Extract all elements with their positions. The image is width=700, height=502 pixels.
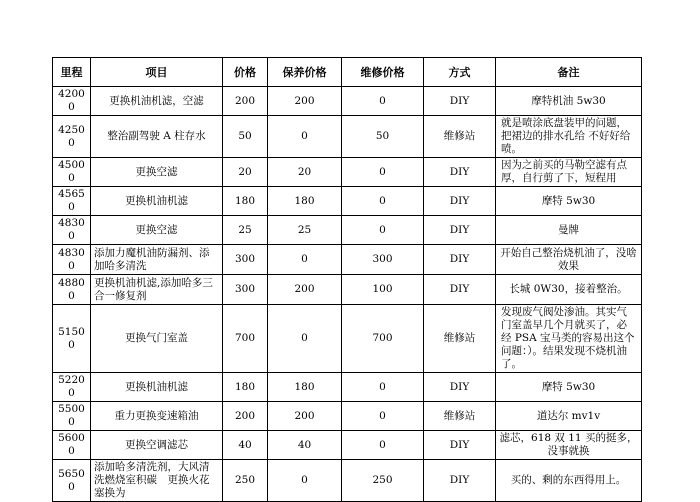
- cell-note: 开始自己整治烧机油了，没啥效果: [496, 245, 642, 275]
- cell-maintenance-price: 200: [268, 87, 342, 116]
- cell-item: 更换机油机滤，空滤: [91, 87, 223, 116]
- cell-repair-price: 300: [342, 245, 424, 275]
- cell-maintenance-price: 25: [268, 216, 342, 245]
- cell-price: 20: [223, 158, 268, 187]
- cell-repair-price: 0: [342, 216, 424, 245]
- cell-mileage: 56000: [53, 431, 91, 460]
- cell-price: 25: [223, 216, 268, 245]
- cell-mileage: 45650: [53, 187, 91, 216]
- cell-note: 道达尔 mv1v: [496, 402, 642, 431]
- cell-note: 摩特 5w30: [496, 187, 642, 216]
- cell-mileage: 48300: [53, 216, 91, 245]
- cell-price: 250: [223, 460, 268, 502]
- cell-method: DIY: [424, 460, 496, 502]
- table-row: [53, 460, 642, 502]
- header-method: 方式: [424, 58, 496, 87]
- table-row: [53, 158, 642, 187]
- cell-price: 300: [223, 275, 268, 305]
- cell-repair-price: 50: [342, 116, 424, 158]
- cell-repair-price: 0: [342, 158, 424, 187]
- cell-repair-price: 0: [342, 402, 424, 431]
- table-row: [53, 116, 642, 158]
- header-row: [53, 58, 642, 87]
- cell-price: 300: [223, 245, 268, 275]
- cell-item: 添加哈多清洗剂，大风清洗燃烧室积碳 更换火花塞换为: [91, 460, 223, 502]
- cell-note: 摩特机油 5w30: [496, 87, 642, 116]
- cell-item: 添加力魔机油防漏剂、添加哈多清洗: [91, 245, 223, 275]
- cell-price: 180: [223, 187, 268, 216]
- cell-item: 重力更换变速箱油: [91, 402, 223, 431]
- cell-maintenance-price: 200: [268, 402, 342, 431]
- cell-method: DIY: [424, 87, 496, 116]
- cell-repair-price: 0: [342, 373, 424, 402]
- cell-maintenance-price: 0: [268, 460, 342, 502]
- table-row: [53, 87, 642, 116]
- cell-maintenance-price: 180: [268, 187, 342, 216]
- cell-item: 更换空调滤芯: [91, 431, 223, 460]
- cell-mileage: 52200: [53, 373, 91, 402]
- maintenance-log-table: [52, 57, 642, 502]
- table-row: [53, 305, 642, 373]
- cell-item: 更换机油机滤: [91, 187, 223, 216]
- cell-mileage: 45000: [53, 158, 91, 187]
- table-row: [53, 245, 642, 275]
- cell-method: DIY: [424, 158, 496, 187]
- cell-price: 50: [223, 116, 268, 158]
- cell-maintenance-price: 0: [268, 116, 342, 158]
- cell-item: 更换空滤: [91, 216, 223, 245]
- table-row: [53, 275, 642, 305]
- cell-maintenance-price: 40: [268, 431, 342, 460]
- cell-method: DIY: [424, 187, 496, 216]
- cell-repair-price: 700: [342, 305, 424, 373]
- cell-mileage: 48300: [53, 245, 91, 275]
- table-row: [53, 373, 642, 402]
- cell-repair-price: 0: [342, 87, 424, 116]
- table-row: [53, 431, 642, 460]
- cell-price: 40: [223, 431, 268, 460]
- cell-maintenance-price: 200: [268, 275, 342, 305]
- cell-item: 更换机油机滤: [91, 373, 223, 402]
- header-item: 项目: [91, 58, 223, 87]
- header-repair-price: 维修价格: [342, 58, 424, 87]
- cell-method: DIY: [424, 275, 496, 305]
- cell-price: 200: [223, 87, 268, 116]
- cell-mileage: 42000: [53, 87, 91, 116]
- cell-price: 200: [223, 402, 268, 431]
- cell-mileage: 48800: [53, 275, 91, 305]
- cell-repair-price: 250: [342, 460, 424, 502]
- cell-note: 长城 0W30，接着整治。: [496, 275, 642, 305]
- cell-item: 更换空滤: [91, 158, 223, 187]
- cell-method: DIY: [424, 245, 496, 275]
- cell-note: 因为之前买的马勒空滤有点厚，自行剪了下，短程用: [496, 158, 642, 187]
- cell-mileage: 56500: [53, 460, 91, 502]
- cell-method: 维修站: [424, 305, 496, 373]
- cell-method: 维修站: [424, 116, 496, 158]
- cell-note: 就是喷涂底盘装甲的问题，把裙边的排水孔给 不好好给喷。: [496, 116, 642, 158]
- cell-note: 摩特 5w30: [496, 373, 642, 402]
- cell-note: 发现废气阀处渗油。其实气门室盖早几个月就买了，必经 PSA 宝马类的容易出这个问题：）。结果发现不烧机油了。: [496, 305, 642, 373]
- cell-mileage: 42500: [53, 116, 91, 158]
- cell-item: 更换气门室盖: [91, 305, 223, 373]
- cell-repair-price: 0: [342, 187, 424, 216]
- cell-price: 180: [223, 373, 268, 402]
- cell-item: 更换机油机滤,添加哈多三合一修复剂: [91, 275, 223, 305]
- table-row: [53, 216, 642, 245]
- cell-note: 滤芯，618 双 11 买的挺多，没事就换: [496, 431, 642, 460]
- header-price: 价格: [223, 58, 268, 87]
- header-maintenance-price: 保养价格: [268, 58, 342, 87]
- cell-mileage: 55000: [53, 402, 91, 431]
- header-notes: 备注: [496, 58, 642, 87]
- cell-method: DIY: [424, 216, 496, 245]
- table-row: [53, 187, 642, 216]
- cell-mileage: 51500: [53, 305, 91, 373]
- cell-maintenance-price: 180: [268, 373, 342, 402]
- cell-method: DIY: [424, 431, 496, 460]
- cell-item: 整治副驾驶 A 柱存水: [91, 116, 223, 158]
- cell-note: 曼牌: [496, 216, 642, 245]
- table-row: [53, 402, 642, 431]
- header-mileage: 里程: [53, 58, 91, 87]
- cell-repair-price: 100: [342, 275, 424, 305]
- cell-maintenance-price: 0: [268, 305, 342, 373]
- cell-note: 买的、剩的东西得用上。: [496, 460, 642, 502]
- maintenance-log-table-wrapper: [52, 57, 642, 502]
- cell-price: 700: [223, 305, 268, 373]
- cell-maintenance-price: 20: [268, 158, 342, 187]
- cell-repair-price: 0: [342, 431, 424, 460]
- cell-method: DIY: [424, 373, 496, 402]
- cell-maintenance-price: 0: [268, 245, 342, 275]
- cell-method: 维修站: [424, 402, 496, 431]
